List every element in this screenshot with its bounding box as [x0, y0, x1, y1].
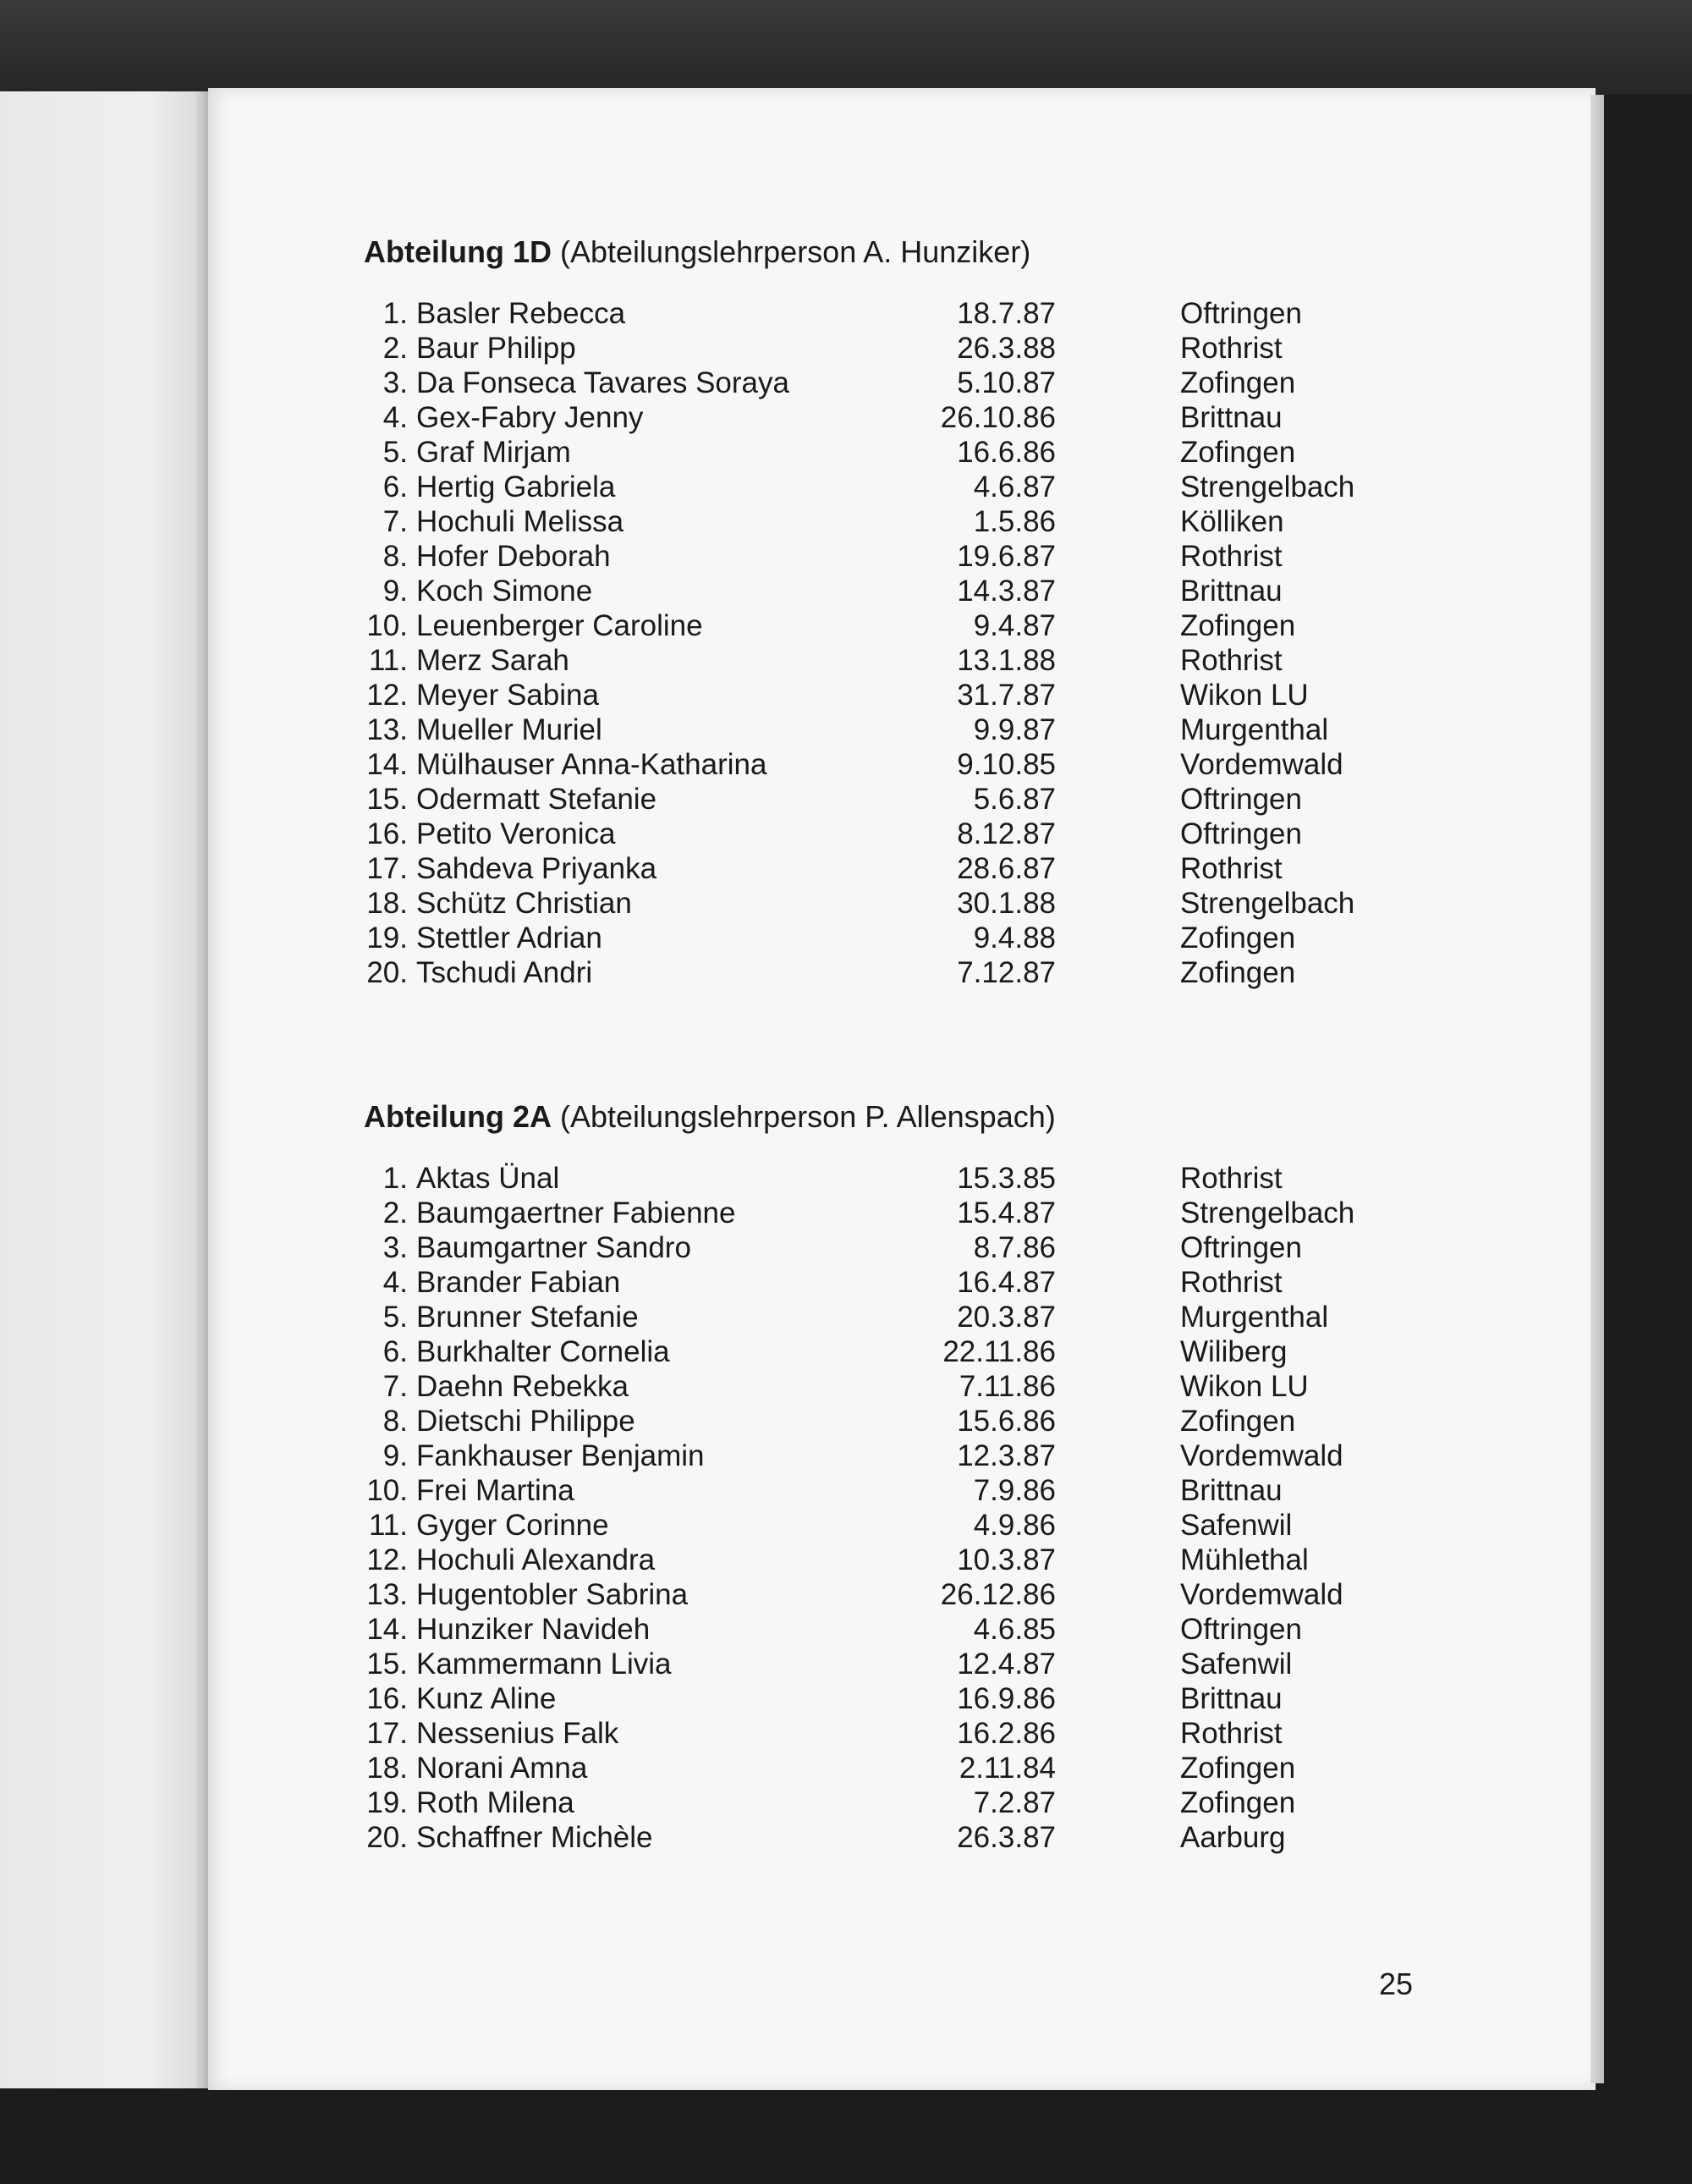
student-name: Gyger Corinne [416, 1509, 609, 1542]
birth-date: 4.6.85 [973, 1613, 1056, 1646]
section-abteilung-1d [364, 227, 1447, 990]
section-heading [364, 1092, 1447, 1142]
row-number: 1. [382, 297, 408, 330]
student-row [364, 643, 1447, 678]
row-number: 11. [368, 1509, 408, 1542]
student-name: Mülhauser Anna-Katharina [416, 748, 767, 781]
section-title: Abteilung 1D [364, 234, 552, 269]
student-row [364, 1196, 1447, 1230]
student-name: Nessenius Falk [416, 1717, 619, 1750]
student-row [364, 782, 1447, 817]
row-number: 4. [382, 1266, 408, 1299]
row-number: 10. [366, 609, 408, 642]
section-title: Abteilung 2A [364, 1099, 552, 1134]
birth-date: 15.3.85 [957, 1162, 1056, 1195]
home-town: Brittnau [1180, 401, 1283, 434]
page-content [364, 227, 1447, 1956]
home-town: Zofingen [1180, 1405, 1296, 1438]
row-number: 2. [382, 332, 408, 365]
home-town: Wikon LU [1180, 1370, 1309, 1403]
student-row [364, 1439, 1447, 1473]
birth-date: 16.2.86 [957, 1717, 1056, 1750]
home-town: Kölliken [1180, 505, 1284, 538]
student-name: Burkhalter Cornelia [416, 1335, 670, 1368]
student-name: Basler Rebecca [416, 297, 626, 330]
home-town: Rothrist [1180, 1717, 1283, 1750]
home-town: Strengelbach [1180, 887, 1355, 920]
student-name: Hertig Gabriela [416, 470, 616, 503]
birth-date: 22.11.86 [942, 1335, 1056, 1368]
student-row [364, 886, 1447, 921]
birth-date: 2.11.84 [959, 1752, 1056, 1785]
student-list [364, 296, 1447, 990]
home-town: Brittnau [1180, 575, 1283, 608]
birth-date: 28.6.87 [957, 852, 1056, 885]
student-row [364, 921, 1447, 955]
student-name: Dietschi Philippe [416, 1405, 635, 1438]
home-town: Zofingen [1180, 366, 1296, 399]
left-page-edge [0, 91, 212, 2088]
row-number: 10. [366, 1474, 408, 1507]
birth-date: 7.9.86 [973, 1474, 1056, 1507]
row-number: 4. [382, 401, 408, 434]
home-town: Oftringen [1180, 817, 1302, 850]
student-row [364, 574, 1447, 608]
student-row [364, 1543, 1447, 1577]
birth-date: 8.7.86 [973, 1231, 1056, 1264]
student-name: Odermatt Stefanie [416, 783, 657, 816]
student-row [364, 955, 1447, 990]
birth-date: 9.10.85 [957, 748, 1056, 781]
student-name: Aktas Ünal [416, 1162, 560, 1195]
student-row [364, 1265, 1447, 1300]
student-row [364, 1161, 1447, 1196]
student-row [364, 817, 1447, 851]
row-number: 16. [366, 817, 408, 850]
home-town: Vordemwald [1180, 748, 1343, 781]
row-number: 16. [366, 1682, 408, 1715]
row-number: 6. [382, 1335, 408, 1368]
birth-date: 7.12.87 [957, 956, 1056, 989]
student-name: Roth Milena [416, 1786, 574, 1819]
home-town: Oftringen [1180, 297, 1302, 330]
student-row [364, 1716, 1447, 1751]
row-number: 13. [366, 1578, 408, 1611]
birth-date: 1.5.86 [973, 505, 1056, 538]
birth-date: 26.12.86 [940, 1578, 1056, 1611]
student-name: Baumgaertner Fabienne [416, 1197, 736, 1230]
row-number: 11. [368, 644, 408, 677]
page-number: 25 [1379, 1967, 1414, 2001]
section-teacher: (Abteilungslehrperson A. Hunziker) [560, 234, 1031, 269]
row-number: 19. [366, 1786, 408, 1819]
row-number: 18. [366, 1752, 408, 1785]
home-town: Vordemwald [1180, 1439, 1343, 1472]
home-town: Aarburg [1180, 1821, 1286, 1854]
birth-date: 12.4.87 [957, 1648, 1056, 1681]
row-number: 8. [382, 540, 408, 573]
home-town: Rothrist [1180, 332, 1283, 365]
home-town: Mühlethal [1180, 1543, 1309, 1576]
student-name: Da Fonseca Tavares Soraya [416, 366, 789, 399]
student-row [364, 539, 1447, 574]
row-number: 20. [366, 1821, 408, 1854]
birth-date: 7.2.87 [973, 1786, 1056, 1819]
home-town: Zofingen [1180, 609, 1296, 642]
student-name: Meyer Sabina [416, 679, 599, 712]
birth-date: 7.11.86 [959, 1370, 1056, 1403]
student-row [364, 1751, 1447, 1785]
student-row [364, 1647, 1447, 1681]
student-row [364, 712, 1447, 747]
home-town: Vordemwald [1180, 1578, 1343, 1611]
student-name: Brander Fabian [416, 1266, 621, 1299]
student-name: Stettler Adrian [416, 921, 602, 954]
home-town: Oftringen [1180, 1231, 1302, 1264]
home-town: Zofingen [1180, 436, 1296, 469]
home-town: Oftringen [1180, 1613, 1302, 1646]
row-number: 14. [366, 748, 408, 781]
birth-date: 26.3.87 [957, 1821, 1056, 1854]
student-row [364, 1473, 1447, 1508]
row-number: 7. [382, 505, 408, 538]
row-number: 19. [366, 921, 408, 954]
student-row [364, 296, 1447, 331]
student-row [364, 1334, 1447, 1369]
home-town: Wiliberg [1180, 1335, 1288, 1368]
section-teacher: (Abteilungslehrperson P. Allenspach) [560, 1099, 1056, 1134]
birth-date: 12.3.87 [957, 1439, 1056, 1472]
student-row [364, 1612, 1447, 1647]
row-number: 5. [382, 1301, 408, 1334]
student-name: Sahdeva Priyanka [416, 852, 657, 885]
home-town: Brittnau [1180, 1682, 1283, 1715]
row-number: 15. [366, 1648, 408, 1681]
student-name: Baur Philipp [416, 332, 576, 365]
birth-date: 16.4.87 [957, 1266, 1056, 1299]
student-row [364, 470, 1447, 504]
birth-date: 18.7.87 [957, 297, 1056, 330]
home-town: Safenwil [1180, 1648, 1293, 1681]
home-town: Safenwil [1180, 1509, 1293, 1542]
student-name: Schaffner Michèle [416, 1821, 653, 1854]
birth-date: 9.4.88 [973, 921, 1056, 954]
home-town: Brittnau [1180, 1474, 1283, 1507]
student-row [364, 1785, 1447, 1820]
section-heading [364, 227, 1447, 278]
home-town: Rothrist [1180, 1162, 1283, 1195]
row-number: 13. [366, 713, 408, 746]
row-number: 3. [382, 366, 408, 399]
row-number: 9. [382, 1439, 408, 1472]
birth-date: 14.3.87 [957, 575, 1056, 608]
student-name: Daehn Rebekka [416, 1370, 629, 1403]
row-number: 12. [366, 679, 408, 712]
student-name: Tschudi Andri [416, 956, 593, 989]
home-town: Zofingen [1180, 921, 1296, 954]
row-number: 17. [366, 1717, 408, 1750]
birth-date: 4.9.86 [973, 1509, 1056, 1542]
row-number: 5. [382, 436, 408, 469]
birth-date: 31.7.87 [957, 679, 1056, 712]
home-town: Zofingen [1180, 956, 1296, 989]
student-list [364, 1161, 1447, 1855]
student-row [364, 1681, 1447, 1716]
student-name: Kammermann Livia [416, 1648, 672, 1681]
row-number: 12. [366, 1543, 408, 1576]
birth-date: 9.4.87 [973, 609, 1056, 642]
student-name: Baumgartner Sandro [416, 1231, 691, 1264]
birth-date: 15.6.86 [957, 1405, 1056, 1438]
student-name: Brunner Stefanie [416, 1301, 639, 1334]
birth-date: 8.12.87 [957, 817, 1056, 850]
row-number: 15. [366, 783, 408, 816]
home-town: Murgenthal [1180, 1301, 1329, 1334]
home-town: Rothrist [1180, 852, 1283, 885]
student-name: Hunziker Navideh [416, 1613, 651, 1646]
birth-date: 30.1.88 [957, 887, 1056, 920]
student-name: Koch Simone [416, 575, 593, 608]
student-row [364, 504, 1447, 539]
section-abteilung-2a [364, 1092, 1447, 1855]
birth-date: 10.3.87 [957, 1543, 1056, 1576]
birth-date: 4.6.87 [973, 470, 1056, 503]
student-row [364, 1300, 1447, 1334]
student-row [364, 1508, 1447, 1543]
student-name: Hofer Deborah [416, 540, 611, 573]
birth-date: 20.3.87 [957, 1301, 1056, 1334]
home-town: Zofingen [1180, 1786, 1296, 1819]
birth-date: 16.9.86 [957, 1682, 1056, 1715]
student-row [364, 400, 1447, 435]
home-town: Rothrist [1180, 1266, 1283, 1299]
scan-background [0, 0, 1692, 95]
home-town: Strengelbach [1180, 470, 1355, 503]
student-name: Graf Mirjam [416, 436, 571, 469]
student-name: Hochuli Melissa [416, 505, 624, 538]
student-row [364, 1230, 1447, 1265]
student-name: Frei Martina [416, 1474, 574, 1507]
birth-date: 26.3.88 [957, 332, 1056, 365]
student-name: Mueller Muriel [416, 713, 602, 746]
student-row [364, 1820, 1447, 1855]
home-town: Oftringen [1180, 783, 1302, 816]
birth-date: 26.10.86 [940, 401, 1056, 434]
home-town: Strengelbach [1180, 1197, 1355, 1230]
student-name: Merz Sarah [416, 644, 569, 677]
row-number: 1. [382, 1162, 408, 1195]
row-number: 2. [382, 1197, 408, 1230]
home-town: Murgenthal [1180, 713, 1329, 746]
row-number: 3. [382, 1231, 408, 1264]
row-number: 7. [382, 1370, 408, 1403]
row-number: 20. [366, 956, 408, 989]
birth-date: 15.4.87 [957, 1197, 1056, 1230]
row-number: 18. [366, 887, 408, 920]
student-name: Hugentobler Sabrina [416, 1578, 689, 1611]
home-town: Zofingen [1180, 1752, 1296, 1785]
student-row [364, 435, 1447, 470]
student-row [364, 608, 1447, 643]
student-name: Leuenberger Caroline [416, 609, 703, 642]
student-name: Gex-Fabry Jenny [416, 401, 644, 434]
student-name: Petito Veronica [416, 817, 616, 850]
student-row [364, 1577, 1447, 1612]
birth-date: 5.6.87 [973, 783, 1056, 816]
student-name: Schütz Christian [416, 887, 632, 920]
row-number: 14. [366, 1613, 408, 1646]
student-name: Norani Amna [416, 1752, 588, 1785]
birth-date: 16.6.86 [957, 436, 1056, 469]
home-town: Rothrist [1180, 540, 1283, 573]
student-name: Hochuli Alexandra [416, 1543, 656, 1576]
student-row [364, 851, 1447, 886]
student-name: Kunz Aline [416, 1682, 557, 1715]
student-row [364, 1404, 1447, 1439]
page-stack-edge [1590, 95, 1604, 2083]
student-row [364, 331, 1447, 366]
student-row [364, 678, 1447, 712]
home-town: Rothrist [1180, 644, 1283, 677]
row-number: 17. [366, 852, 408, 885]
birth-date: 19.6.87 [957, 540, 1056, 573]
birth-date: 9.9.87 [973, 713, 1056, 746]
student-row [364, 366, 1447, 400]
row-number: 6. [382, 470, 408, 503]
home-town: Wikon LU [1180, 679, 1309, 712]
row-number: 8. [382, 1405, 408, 1438]
row-number: 9. [382, 575, 408, 608]
birth-date: 5.10.87 [957, 366, 1056, 399]
student-row [364, 1369, 1447, 1404]
student-row [364, 747, 1447, 782]
student-name: Fankhauser Benjamin [416, 1439, 705, 1472]
birth-date: 13.1.88 [957, 644, 1056, 677]
